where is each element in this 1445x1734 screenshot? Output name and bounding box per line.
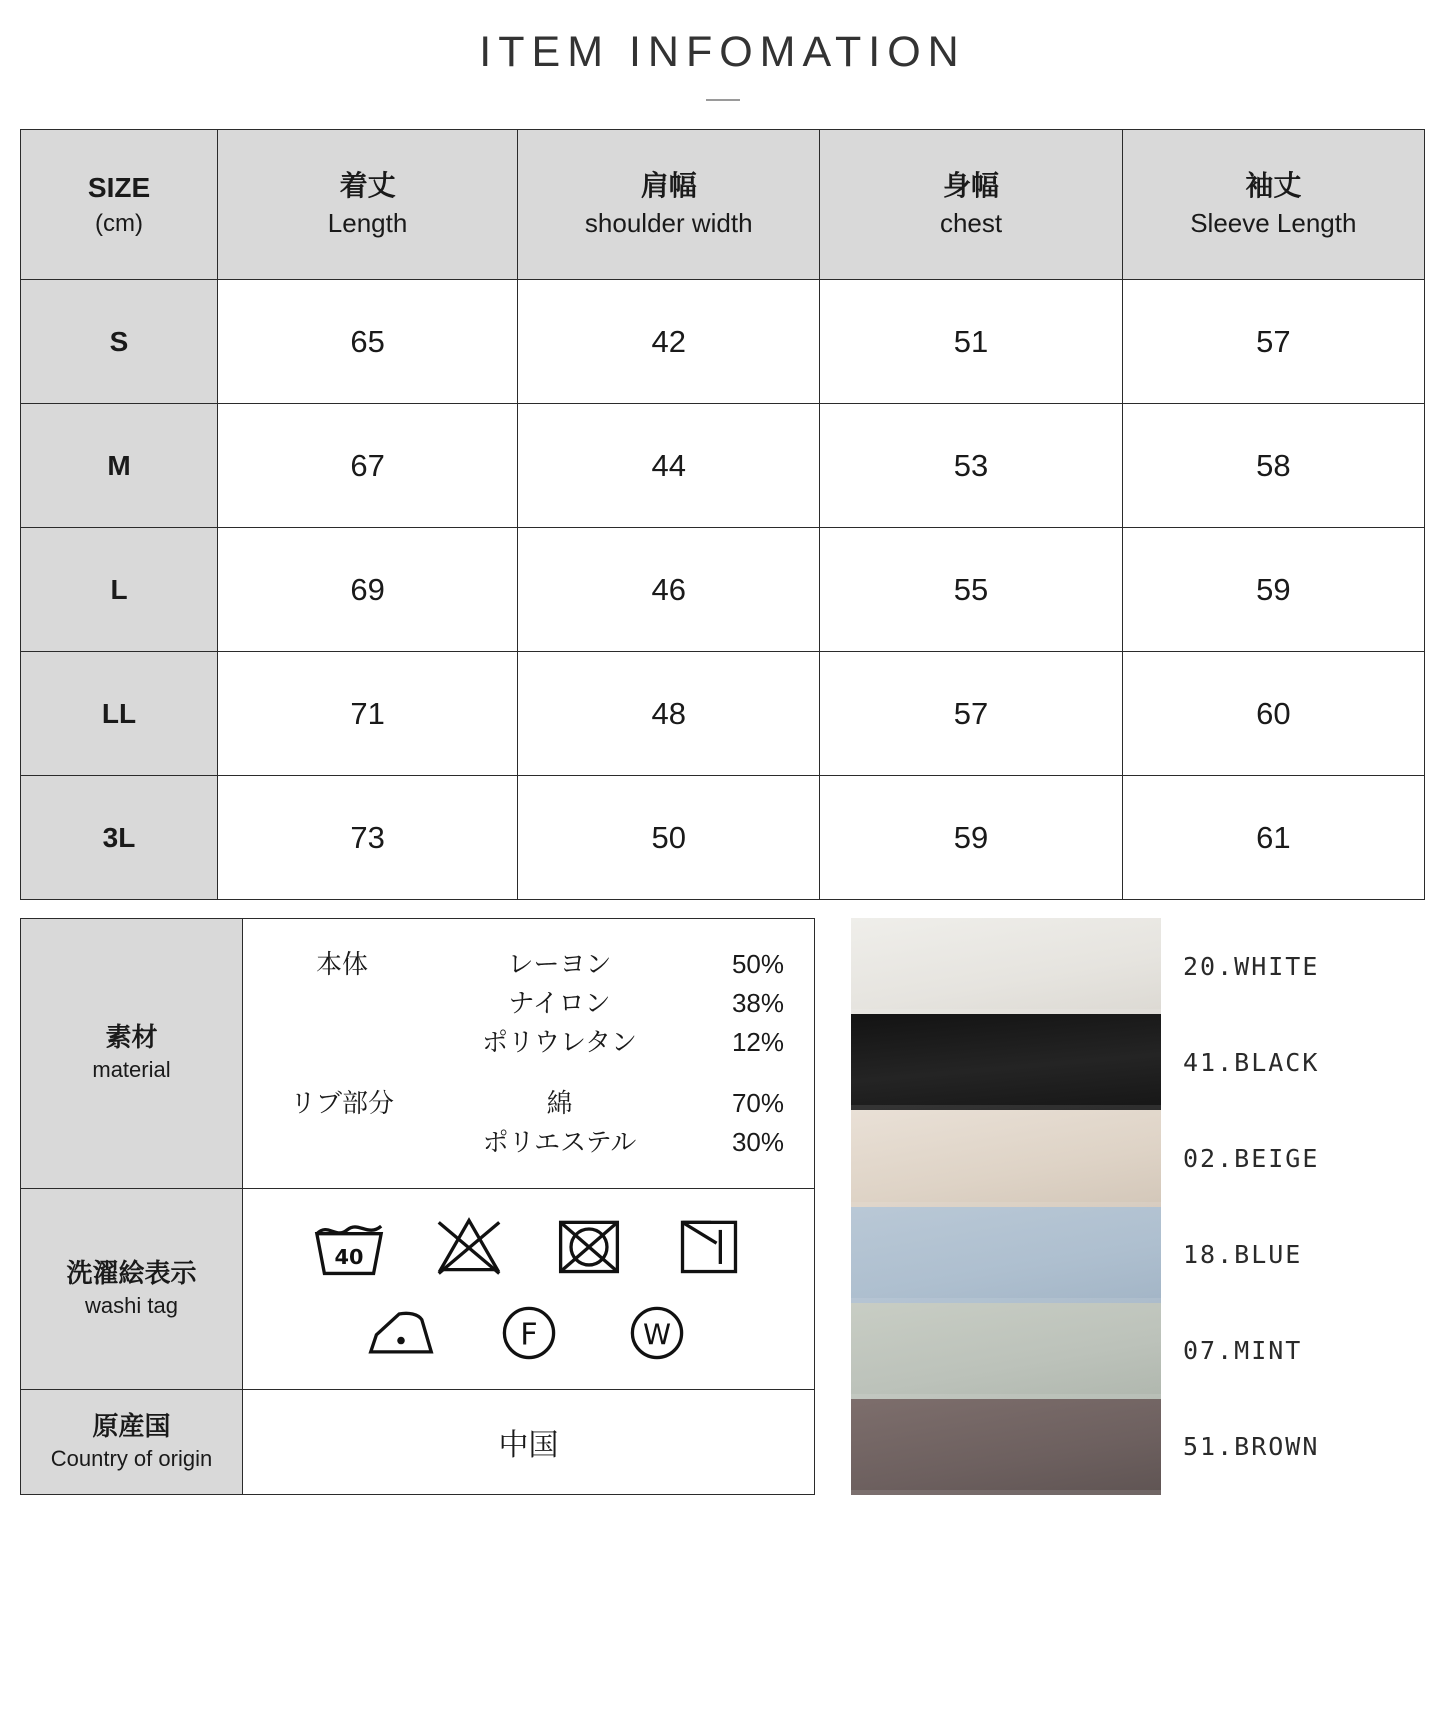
- cell-shoulder: 42: [518, 280, 820, 404]
- cell-sleeve: 59: [1122, 528, 1424, 652]
- washi-icon-row-1: [253, 1211, 804, 1281]
- title-divider: [706, 99, 740, 101]
- origin-label: [21, 1390, 243, 1495]
- origin-label-jp: 原産国: [92, 1410, 171, 1441]
- page-title: ITEM INFOMATION: [479, 28, 966, 76]
- color-swatch-image: [851, 918, 1161, 1495]
- table-row: [21, 528, 1425, 652]
- washi-icon-row-2: [253, 1297, 804, 1367]
- product-details-table: [20, 918, 815, 1495]
- cell-sleeve: 57: [1122, 280, 1424, 404]
- column-header-length: [218, 130, 518, 280]
- iron-low-icon: [363, 1297, 439, 1367]
- material-name: ナイロン: [508, 988, 611, 1018]
- material-item: [253, 984, 784, 1023]
- table-row: [21, 280, 1425, 404]
- material-percent: 70%: [731, 1088, 784, 1118]
- washi-content: [243, 1189, 815, 1390]
- column-header-sleeve-jp: 袖丈: [1245, 170, 1302, 202]
- cell-length: 69: [218, 528, 518, 652]
- cell-size: L: [21, 528, 218, 652]
- cell-sleeve: 61: [1122, 776, 1424, 900]
- material-percent: 38%: [731, 988, 784, 1018]
- origin-value: 中国: [243, 1390, 815, 1495]
- cell-size: S: [21, 280, 218, 404]
- wetclean-w-icon: [619, 1297, 695, 1367]
- material-name: ポリエステル: [482, 1127, 637, 1157]
- material-row: [21, 919, 815, 1189]
- color-label-mint: 07.MINT: [1183, 1336, 1303, 1366]
- material-item: [253, 1023, 784, 1062]
- lower-section: [20, 918, 1425, 1495]
- swatch-blue: [851, 1207, 1161, 1303]
- washi-row: [21, 1189, 815, 1390]
- table-row: [21, 404, 1425, 528]
- wetclean-letter: W: [642, 1318, 671, 1352]
- cell-size: M: [21, 404, 218, 528]
- table-row: [21, 652, 1425, 776]
- color-label-white: 20.WHITE: [1183, 951, 1320, 981]
- cell-chest: 57: [820, 652, 1122, 776]
- material-name: レーヨン: [507, 949, 612, 979]
- column-header-sleeve: [1122, 130, 1424, 280]
- material-percent: 50%: [731, 949, 784, 979]
- material-item: [253, 1123, 784, 1162]
- origin-label-en: Country of origin: [50, 1445, 213, 1471]
- material-name: ポリウレタン: [482, 1027, 637, 1057]
- cell-chest: 59: [820, 776, 1122, 900]
- swatch-black: [851, 1014, 1161, 1110]
- cell-sleeve: 58: [1122, 404, 1424, 528]
- column-header-size-title: SIZE: [87, 171, 151, 203]
- wash-40-icon: [311, 1211, 387, 1281]
- material-name: 綿: [546, 1088, 573, 1118]
- material-part: 本体: [315, 949, 368, 979]
- color-label-black: 41.BLACK: [1183, 1047, 1320, 1077]
- material-item: [253, 1084, 784, 1123]
- cell-length: 73: [218, 776, 518, 900]
- column-header-sleeve-en: Sleeve Length: [1190, 207, 1357, 238]
- cell-shoulder: 44: [518, 404, 820, 528]
- material-content: [243, 919, 815, 1189]
- material-label-en: material: [92, 1057, 171, 1082]
- material-part: リブ部分: [289, 1088, 394, 1118]
- cell-chest: 55: [820, 528, 1122, 652]
- no-tumble-dry-icon: [551, 1211, 627, 1281]
- column-header-chest-en: chest: [939, 207, 1003, 238]
- cell-length: 71: [218, 652, 518, 776]
- cell-shoulder: 48: [518, 652, 820, 776]
- cell-size: LL: [21, 652, 218, 776]
- material-spacer: [253, 1062, 784, 1084]
- washi-label-en: washi tag: [85, 1292, 178, 1318]
- color-label-beige: 02.BEIGE: [1183, 1143, 1320, 1173]
- column-header-size-unit: (cm): [95, 210, 144, 238]
- cell-length: 65: [218, 280, 518, 404]
- cell-length: 67: [218, 404, 518, 528]
- column-header-size: [21, 130, 218, 280]
- wash-temp-text: 40: [334, 1244, 363, 1269]
- table-header-row: [21, 130, 1425, 280]
- column-header-chest: [820, 130, 1122, 280]
- color-label-list: [1161, 918, 1425, 1495]
- swatch-white: [851, 918, 1161, 1014]
- cell-shoulder: 50: [518, 776, 820, 900]
- column-header-shoulder-en: shoulder width: [584, 207, 753, 238]
- no-bleach-icon: [431, 1211, 507, 1281]
- material-main-group: [253, 945, 784, 1062]
- drip-dry-line-icon: [671, 1211, 747, 1281]
- swatch-brown: [851, 1399, 1161, 1495]
- dryclean-f-icon: [491, 1297, 567, 1367]
- material-percent: 30%: [731, 1127, 784, 1157]
- cell-shoulder: 46: [518, 528, 820, 652]
- cell-size: 3L: [21, 776, 218, 900]
- material-rib-group: [253, 1084, 784, 1162]
- color-variations-panel: [851, 918, 1425, 1495]
- color-label-blue: 18.BLUE: [1183, 1240, 1303, 1270]
- cell-chest: 53: [820, 404, 1122, 528]
- column-header-chest-jp: 身幅: [943, 170, 1000, 202]
- table-row: [21, 776, 1425, 900]
- material-label: [21, 919, 243, 1189]
- washi-label: [21, 1189, 243, 1390]
- color-label-brown: 51.BROWN: [1183, 1432, 1320, 1462]
- washi-label-jp: 洗濯絵表示: [66, 1257, 197, 1288]
- cell-sleeve: 60: [1122, 652, 1424, 776]
- material-percent: 12%: [731, 1027, 784, 1057]
- dryclean-letter: F: [519, 1317, 538, 1353]
- column-header-shoulder-jp: 肩幅: [640, 170, 697, 202]
- page-header: [0, 0, 1445, 101]
- column-header-shoulder: [518, 130, 820, 280]
- material-label-jp: 素材: [105, 1022, 158, 1053]
- size-chart-table: [20, 129, 1425, 900]
- swatch-mint: [851, 1303, 1161, 1399]
- material-item: [253, 945, 784, 984]
- column-header-length-jp: 着丈: [339, 170, 396, 202]
- column-header-length-en: Length: [327, 207, 408, 238]
- cell-chest: 51: [820, 280, 1122, 404]
- swatch-beige: [851, 1110, 1161, 1206]
- origin-row: [21, 1390, 815, 1495]
